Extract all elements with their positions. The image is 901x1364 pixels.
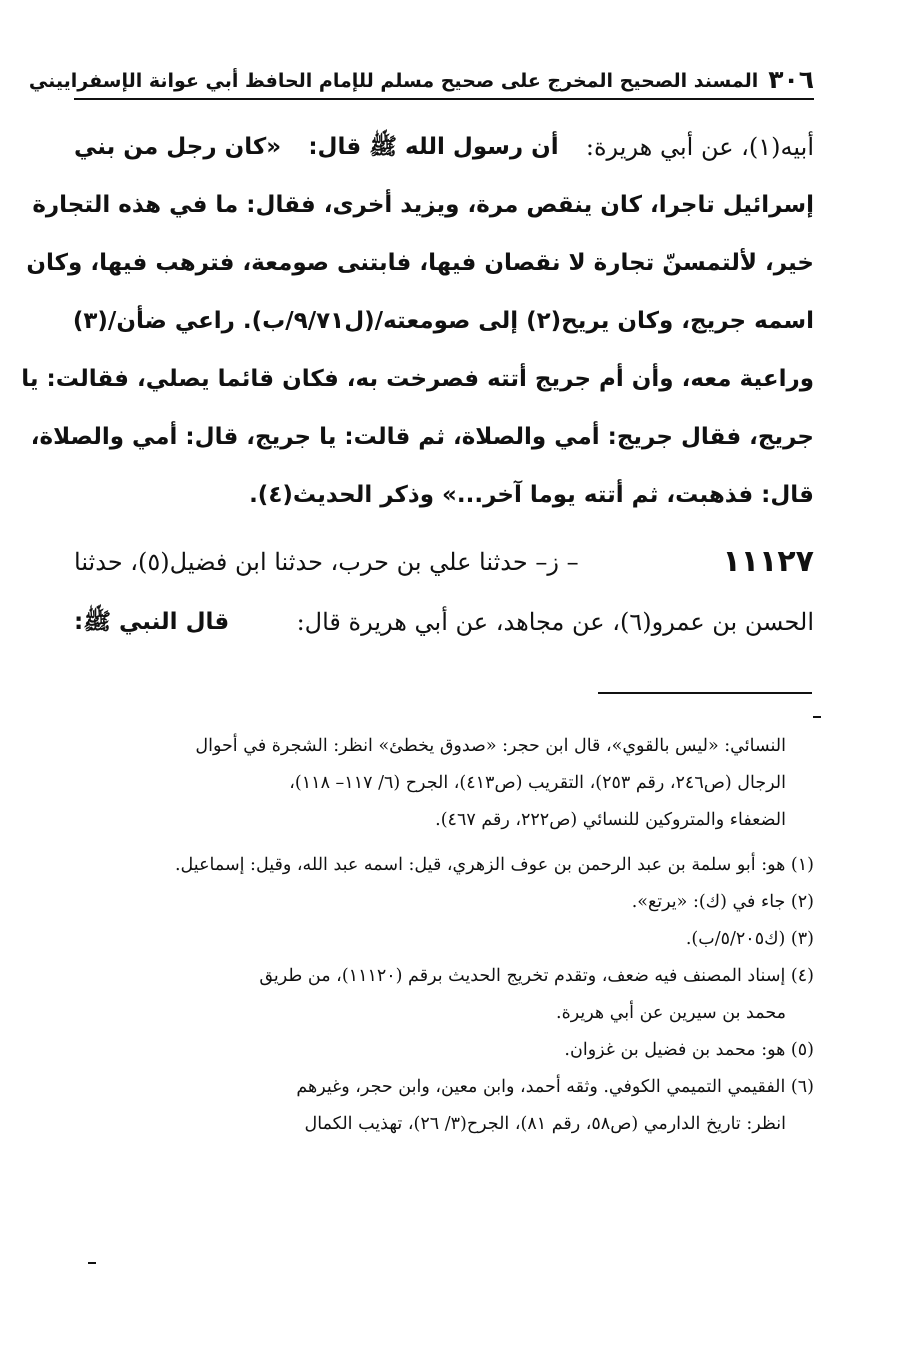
footnote-line: النسائي: «ليس بالقوي»، قال ابن حجر: «صدوق يخطئ» انظر: الشجرة في أحوال <box>195 736 786 756</box>
main-line-segment: جريج، فقال جريج: أمي والصلاة، ثم قالت: يا جريج، قال: أمي والصلاة، <box>30 424 814 450</box>
footnote <box>74 847 814 884</box>
main-line-segment: إسرائيل تاجرا، كان ينقص مرة، ويزيد أخرى، فقال: ما في هذه التجارة <box>32 192 814 218</box>
main-line <box>74 466 814 524</box>
hadith-number: ١١١٢٧ <box>722 544 814 579</box>
hadith-chain: – ز– حدثنا علي بن حرب، حدثنا ابن فضيل(٥)، حدثنا <box>74 548 579 576</box>
hadith-line <box>74 532 814 592</box>
hadith-chain: الحسن بن عمرو(٦)، عن مجاهد، عن أبي هريرة قال: <box>296 608 814 636</box>
footnotes <box>74 728 814 1143</box>
footnote-line: (٤) إسناد المصنف فيه ضعف، وتقدم تخريج الحديث برقم (١١١٢٠)، من طريق <box>259 966 814 986</box>
footnote-line: الرجال (ص٢٤٦، رقم ٢٥٣)، التقريب (ص٤١٣)، الجرح (٦/ ١١٧– ١١٨)، <box>289 773 786 793</box>
footnote-line: محمد بن سيرين عن أبي هريرة. <box>556 1003 786 1023</box>
main-text <box>21 118 814 524</box>
hadith-line <box>74 592 814 652</box>
footnote-continuation <box>74 728 814 839</box>
main-line <box>26 234 814 292</box>
footnote-line: (٦) الفقيمي التميمي الكوفي. وثقه أحمد، وابن معين، وابن حجر، وغيرهم <box>296 1077 814 1097</box>
book-title: المسند الصحيح المخرج على صحيح مسلم للإمام الحافظ أبي عوانة الإسفراييني <box>28 70 759 92</box>
footnote-line: (٥) هو: محمد بن فضيل بن غزوان. <box>564 1040 814 1060</box>
main-line-segment: «كان رجل من بني <box>74 134 282 160</box>
main-line <box>30 408 814 466</box>
margin-mark <box>813 716 821 718</box>
main-line-segment: قال: فذهبت، ثم أتته يوما آخر...» وذكر الحديث(٤). <box>249 482 814 508</box>
footnote <box>74 958 814 1032</box>
footnote <box>74 1032 814 1069</box>
main-line <box>74 118 814 176</box>
footnote-line: الضعفاء والمتروكين للنسائي (ص٢٢٢، رقم ٤٦٧). <box>435 810 786 830</box>
footnote-line: (٣) (ك٥/٢٠٥/ب). <box>685 929 814 949</box>
footnote <box>74 884 814 921</box>
main-line-segment: اسمه جريج، وكان يريح(٢) إلى صومعته/(ل٩/٧١/ب). راعي ضأن/(٣) <box>72 308 814 334</box>
hadith-block <box>74 532 814 652</box>
footnote-line: انظر: تاريخ الدارمي (ص٥٨، رقم ٨١)، الجرح(٣/ ٢٦)، تهذيب الكمال <box>304 1114 786 1134</box>
main-line <box>32 176 814 234</box>
main-line-segment: وراعية معه، وأن أم جريج أتته فصرخت به، فكان قائما يصلي، فقالت: يا <box>21 366 814 392</box>
footnote-line: (١) هو: أبو سلمة بن عبد الرحمن بن عوف الزهري، قيل: اسمه عبد الله، وقيل: إسماعيل. <box>174 855 814 875</box>
main-line-segment: أبيه(١)، عن أبي هريرة: <box>585 133 814 161</box>
footnote-line: (٢) جاء في (ك): «يرتع». <box>631 892 814 912</box>
footnote <box>74 921 814 958</box>
footnote <box>74 1069 814 1143</box>
footnote-separator <box>598 692 812 694</box>
page-number: ٣٠٦ <box>768 65 814 94</box>
main-line-segment: أن رسول الله ﷺ قال: <box>308 134 559 160</box>
margin-mark <box>88 1262 96 1264</box>
main-line <box>21 350 814 408</box>
hadith-quote-start: قال النبي ﷺ: <box>74 609 230 635</box>
main-line-segment: خير، لألتمسنّ تجارة لا نقصان فيها، فابتنى صومعة، فترهب فيها، وكان <box>26 250 814 276</box>
main-line <box>74 292 814 350</box>
page-header <box>28 56 814 100</box>
